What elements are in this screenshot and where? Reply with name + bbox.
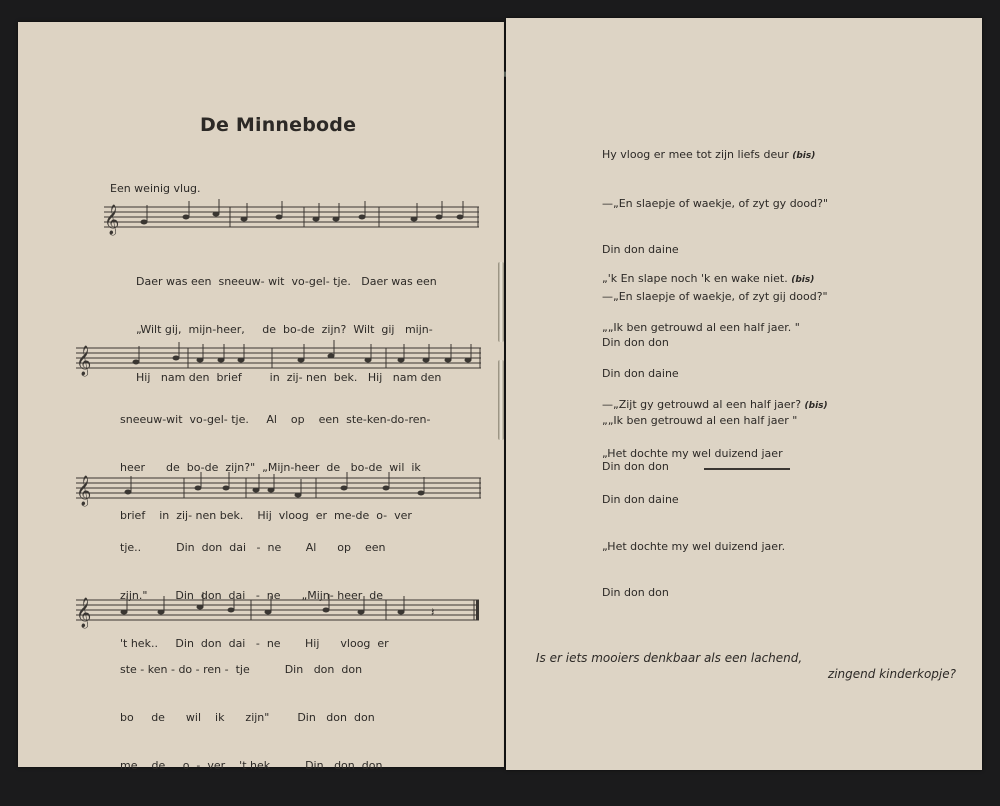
verse-line: —„Zijt gy getrouwd al een half jaer?	[602, 398, 802, 411]
svg-text:𝄞: 𝄞	[76, 476, 92, 506]
right-page	[506, 18, 982, 770]
lyric-line: brief in zij- nen bek. Hij vloog er me-de o- ver	[120, 509, 412, 522]
verse-line: Hy vloog er mee tot zijn liefs deur	[602, 148, 789, 161]
verse-line: Din don daine	[602, 367, 679, 380]
verse-line: —„En slaepje of waekje, of zyt gij dood?"	[602, 289, 828, 303]
music-staff-4	[76, 592, 486, 632]
closing-quote	[536, 650, 956, 682]
verse-line: „„Ik ben getrouwd al een half jaer "	[602, 413, 798, 427]
lyric-line: Daer was een sneeuw- wit vo-gel- tje. Daer was een	[136, 275, 437, 288]
end-rule	[704, 468, 790, 470]
song-title: De Minnebode	[200, 114, 357, 136]
lyric-line: tje.. Din don dai - ne Al op een	[120, 541, 386, 554]
verse-line: „'k En slape noch 'k en wake niet.	[602, 272, 788, 285]
music-staff-1	[104, 199, 484, 239]
staple-top	[498, 262, 504, 342]
svg-text:𝄞: 𝄞	[76, 346, 92, 376]
verse-line: „„Ik ben getrouwd al een half jaer. "	[602, 320, 800, 334]
lyrics-system-4	[120, 630, 382, 806]
verse-line: „Het dochte my wel duizend jaer	[602, 446, 783, 460]
lyric-line: heer de bo-de zijn?" „Mijn-heer de bo-de wil ik	[120, 461, 421, 474]
verse-line: Din don daine	[602, 243, 679, 256]
bis-marker: (bis)	[804, 401, 828, 411]
svg-text:𝄞: 𝄞	[76, 598, 92, 628]
lyric-line: 't hek.. Din don dai - ne Hij vloog er	[120, 637, 389, 650]
lyric-line: „Wilt gij, mijn-heer, de bo-de zijn? Wilt gij mijn-	[136, 323, 433, 336]
lyric-line: bo de wil ik zijn" Din don don	[120, 711, 375, 724]
staple-bottom	[498, 360, 504, 440]
verse-line: Din don don	[602, 336, 669, 349]
svg-text:𝄞: 𝄞	[104, 205, 120, 235]
verse-line: —„En slaepje of waekje, of zyt gy dood?"	[602, 196, 829, 210]
left-page	[18, 22, 504, 772]
bis-marker: (bis)	[791, 275, 815, 285]
bis-marker: (bis)	[792, 151, 816, 161]
verse-line: Din don don	[602, 460, 669, 473]
lyric-line: me de o - ver 't hek Din don don	[120, 759, 383, 772]
lyric-line: zijn." Din don dai - ne „Mijn- heer de	[120, 589, 384, 602]
lyric-line: ste - ken - do - ren - tje Din don don	[120, 663, 363, 676]
verse-line: Din don daine	[602, 493, 679, 506]
svg-text:𝄽: 𝄽	[431, 605, 435, 619]
lyric-line: Hij nam den brief in zij- nen bek. Hij nam den	[136, 371, 442, 384]
quote-line: zingend kinderkopje?	[827, 667, 956, 681]
music-staff-3	[76, 470, 486, 510]
tempo-marking: Een weinig vlug.	[110, 182, 201, 195]
music-staff-2	[76, 340, 486, 380]
verse-line: „Het dochte my wel duizend jaer.	[602, 539, 786, 553]
verse-line: Din don don	[602, 586, 669, 599]
stanza-3	[602, 366, 828, 632]
lyric-line: sneeuw-wit vo-gel- tje. Al op een ste-ken-do-ren-	[120, 413, 431, 426]
quote-line: Is er iets mooiers denkbaar als een lachend,	[536, 651, 803, 665]
